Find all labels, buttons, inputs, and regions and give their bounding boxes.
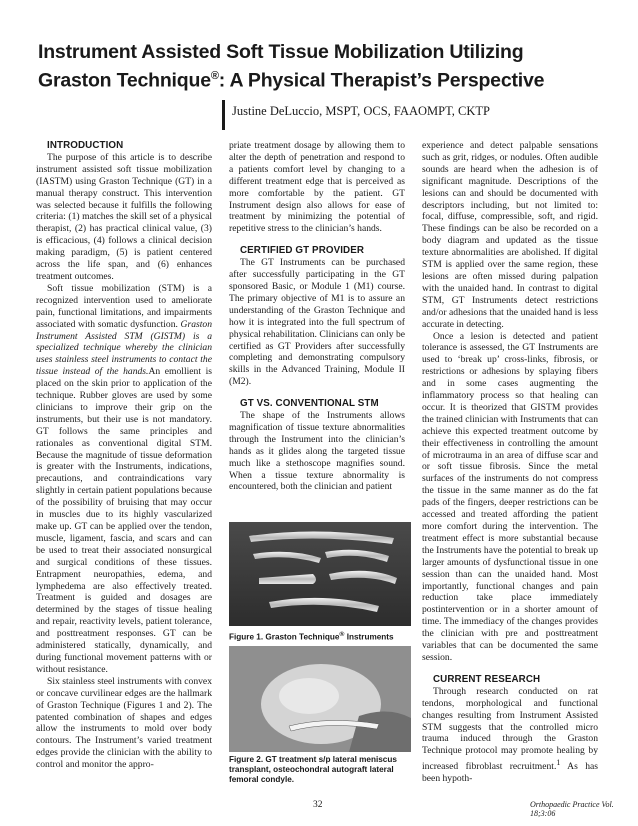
heading-gt-vs-conventional: GT VS. CONVENTIONAL STM — [240, 398, 379, 410]
article-title — [38, 40, 608, 93]
col3-p3-text: Through research conducted on rat tendons, morphological and functional changes resulting from Instrument Assisted STM suggests that the controlled micro trauma induced through the Graston Technique protocol may promote healing by increased fibroblast recruitment. — [422, 685, 598, 773]
registered-mark: ® — [210, 70, 219, 82]
knee-highlight — [279, 678, 339, 714]
col2-paragraph-2: The GT Instruments can be purchased after successfully participating in the GT sponsored Basic, or Module 1 (M1) course. The primary objective of M1 is to assure an understanding of the Graston Technique and how it is integrated into the full spectrum of physical rehabilitation. Clinicians can only be certified as GT Providers after successfully completing and demonstrating compulsory skills in the Advanced Training, Module II (M2). — [229, 257, 405, 388]
title-line-2 — [38, 64, 608, 93]
author-byline: Justine DeLuccio, MSPT, OCS, FAAOMPT, CKTP — [232, 104, 491, 118]
figure-2-treatment-photo — [229, 646, 411, 752]
author-divider — [222, 100, 225, 130]
instrument-1 — [249, 531, 394, 544]
col3-p3-rest: As has been hypoth- — [422, 761, 598, 785]
figure-1-caption — [229, 630, 411, 643]
intro-p2-text: Soft tissue mobilization (STM) is a recognized intervention used to ameliorate pain, functional limitations, and impairments associated with somatic dysfunction. — [36, 282, 212, 330]
instruments-illustration — [229, 522, 411, 626]
journal-citation: Orthopaedic Practice Vol. 18;3:06 — [530, 800, 614, 818]
figure-2-caption: Figure 2. GT treatment s/p lateral meniscus transplant, osteochondral autograft lateral femoral condyle. — [229, 755, 397, 784]
col3-paragraph-1: experience and detect palpable sensations such as grit, ridges, or nodules. Often audible sounds are heard when the adhesion is of significant magnitude. Descriptions of the lesions can and should be documented with descriptors including, but not limited to: focal, diffuse, compressible, soft, and rigid. These findings can be also be recorded on a body diagram and updated as the tissue texture abnormalities are abolished. If digital STM is applied over the same region, these lesions are often missed during palpation with the unaided hand. In contrast to digital STM, GT Instruments detect restrictions and/or adhesions that the unaided hand is less accurate in detecting. — [422, 140, 598, 330]
intro-paragraph-2 — [36, 283, 212, 676]
instrument-2 — [253, 552, 321, 563]
title-line-2-post: : A Physical Therapist’s Perspective — [218, 69, 545, 92]
intro-p2-rest: An emollient is placed on the skin prior to application of the technique. Rubber gloves are used by some clinicians to improve their grip on the instruments, but their use is not mandatory. GT follows the same principles and rationales as conventional digital STM. Because the magnitude of tissue deformation is greater with the Instruments, indications, precautions, and contraindications vary slightly in certain patient populations because of the possibility of bruising that may occur in muscles due to its highly vascularized make up. GT can be applied over the tendon, muscle, ligament, fascia, and scars and can be used to treat their associated nonsurgical and surgical conditions of these tissues. Entrapment neuropathies, edema, and lymphedema are also effectively treated. Treatment is guided and dosages are determined by the stages of tissue healing and repair, reactivity levels, patient tolerance, and posttreatment responses. GT can be administered statically, dynamically, and during functional movement patterns with or without resistance. — [36, 366, 212, 675]
figure-1-caption-rest: Instruments — [344, 632, 394, 642]
figure-1-registered-mark: ® — [339, 631, 345, 638]
heading-current-research: CURRENT RESEARCH — [433, 673, 541, 685]
reference-superscript: 1 — [556, 758, 561, 768]
col2-paragraph-1: priate treatment dosage by allowing them to alter the depth of penetration and respond to a patients comfort level by changing to a different treatment edge that is perceived as more comfortable by the patient. GT Instrument design also allows for ease of treatment by minimizing the potential of repetitive stress to the clinician’s hands. — [229, 140, 405, 235]
col3-paragraph-3 — [422, 686, 598, 785]
intro-paragraph-3: Six stainless steel instruments with convex or concave curvilinear edges are the hallmark of Graston Technique (Figures 1 and 2). The patented combination of shapes and edges allow the instruments to mold over body contours. The Instrument’s varied treatment edges provide the clinician with the ability to control and monitor the appro- — [36, 675, 212, 771]
column-2 — [229, 140, 405, 493]
intro-p2-italic: Graston Instrument Assisted STM (GISTM) is a specialized technique whereby the clinician uses stainless steel instruments to contact the tissue instead of the hands. — [36, 318, 212, 378]
col3-paragraph-2: Once a lesion is detected and patient tolerance is assessed, the GT Instruments are used to ‘break up’ cross-links, fibrosis, or restrictions or adhesions by splaying fibers and in some cases augmenting the inflammatory process so that healing can occur. It is theorized that GISTM provides the trained clinician with Instruments that can achieve this expected treatment outcome by their effectiveness in controlling the amount of microtrauma in an area of diffuse scar and or soft tissue fibrosis. Since the metal surfaces of the instruments do not compress the tissue in the same manner as do the fat pads of the fingers, deeper restrictions can be accessed and treated affording the patient more comfort during the intervention. The treatment effect is more substantial because the Instruments have the potential to break up larger amounts of dysfunctional tissue in one session than can the unaided hand. Most importantly, functional changes and pain reduction take place immediately postintervention or in a shorter amount of time. The immediacy of the changes provides the clinician with pre and posttreatment variables that can be documented the same session. — [422, 330, 598, 663]
heading-certified-gt-provider: CERTIFIED GT PROVIDER — [240, 245, 365, 257]
intro-paragraph-1: The purpose of this article is to describe instrument assisted soft tissue mobilization (IASTM) using Graston Technique (GT) in a manual therapy construct. This intervention was selected because it fulfills the following criteria: (1) matches the skill set of a physical therapist, (2) has practical clinical value, (3) is efficacious, (4) follows a clinical decision making paradigm, (5) is patient centered across the life span, and (6) enhances treatment outcomes. — [36, 151, 212, 282]
page-number: 32 — [313, 800, 323, 810]
instrument-3 — [325, 550, 389, 562]
instrument-6 — [269, 598, 379, 612]
figure-1-caption-text: Figure 1. Graston Technique — [229, 632, 340, 642]
column-3 — [422, 140, 598, 785]
title-line-1: Instrument Assisted Soft Tissue Mobilization Utilizing — [38, 41, 524, 63]
instrument-4 — [259, 574, 316, 584]
heading-introduction: INTRODUCTION — [47, 140, 124, 151]
figure-1-instruments-photo — [229, 522, 411, 626]
col2-paragraph-3: The shape of the Instruments allows magnification of tissue texture abnormalities through the Instrument into the clinician’s hands as it glides along the targeted tissue much like a stethoscope magnifies sound. When a tissue texture abnormality is encountered, both the clinician and patient — [229, 410, 405, 493]
instrument-5 — [329, 571, 397, 584]
title-line-2-pre: Graston Technique — [38, 69, 211, 92]
column-1 — [36, 140, 212, 771]
knee-treatment-illustration — [229, 646, 411, 752]
